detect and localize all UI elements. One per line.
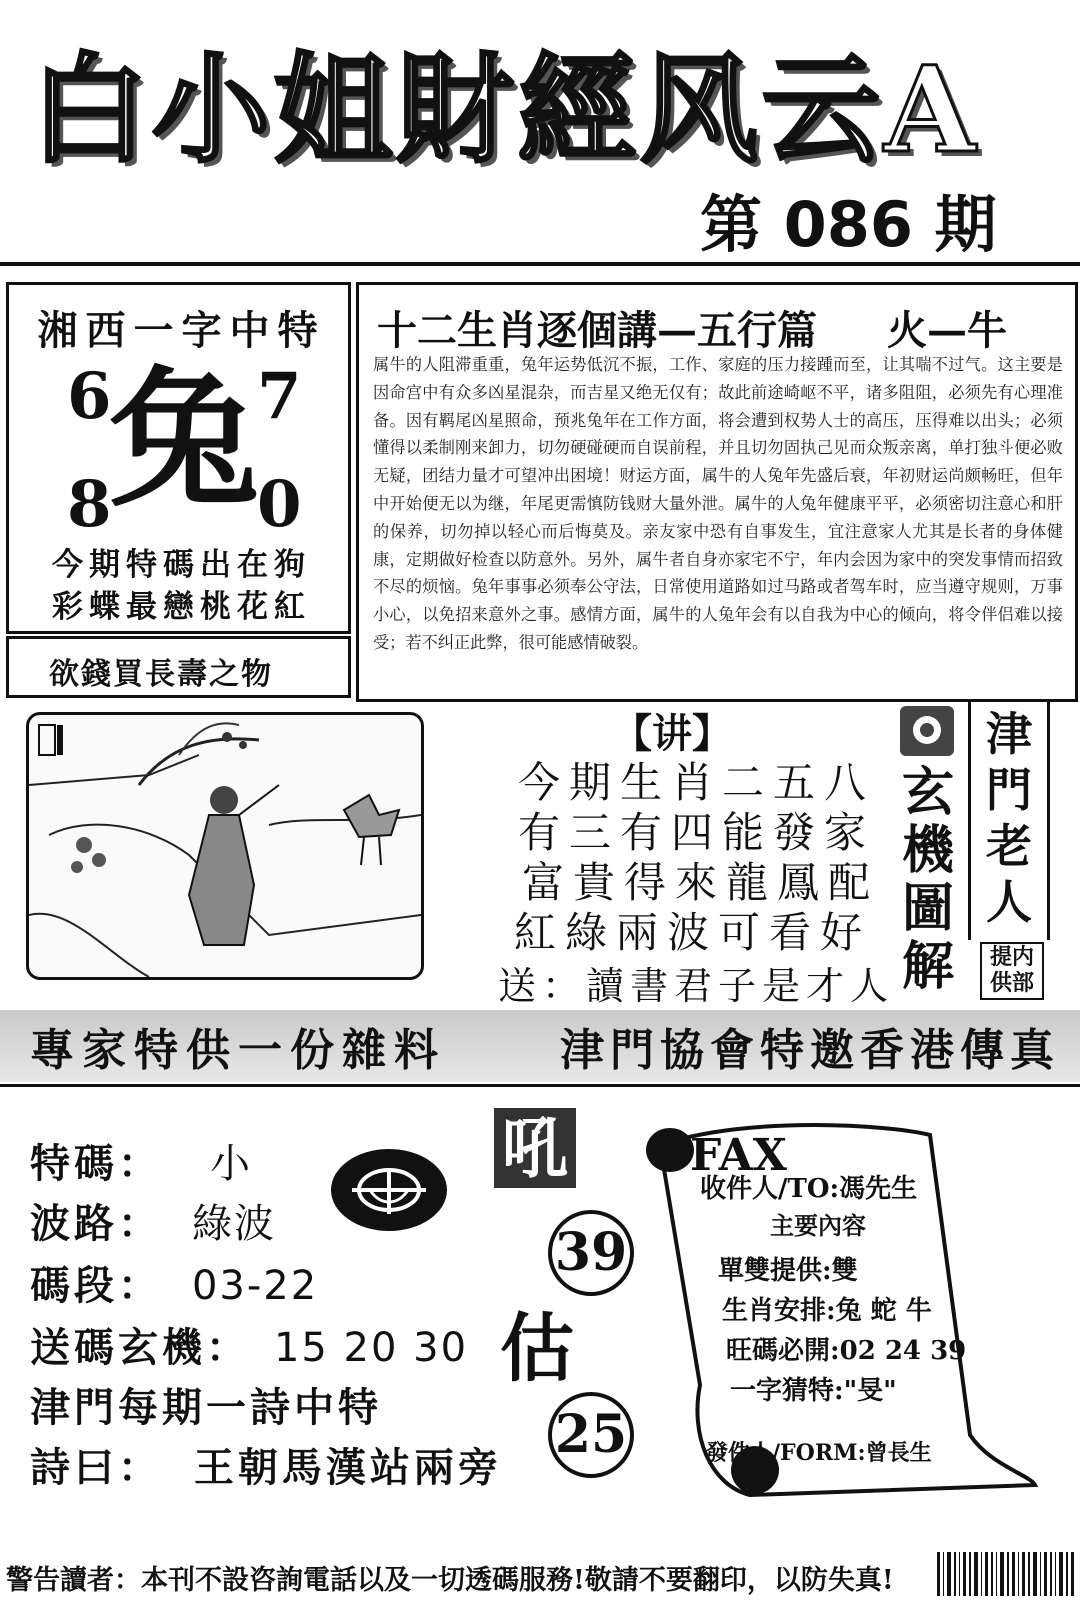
- digit-bottom-right: 0: [257, 467, 302, 542]
- fax-one-char: 一字猜特:"旻": [730, 1376, 897, 1406]
- zodiac-article: [356, 282, 1078, 702]
- digit-bottom-left: 8: [67, 467, 112, 542]
- wave-row: [30, 1192, 276, 1249]
- banner-divider: [0, 1084, 1080, 1087]
- fax-recipient: 收件人/TO:馮先生: [700, 1174, 918, 1204]
- wave-label: 波路：: [30, 1200, 162, 1247]
- gift-line: 送：讀書君子是才人: [498, 964, 895, 1008]
- number-circle-2: 25: [548, 1392, 634, 1478]
- send-row: [30, 1316, 468, 1373]
- one-char-heading: 湘西一字中特: [37, 307, 326, 354]
- fax-title: FAX: [690, 1130, 787, 1181]
- poem-announcement: 津門每期一詩中特: [30, 1384, 382, 1431]
- article-tag: 火—牛: [887, 307, 1007, 354]
- insider-stamp: 提内供部: [980, 942, 1044, 1000]
- guess-char: 估: [500, 1306, 574, 1392]
- article-title: 十二生肖逐個講—五行篇: [377, 307, 817, 354]
- special-code-label: 特碼：: [30, 1140, 162, 1187]
- hint-line-1: 今期特碼出在狗: [52, 547, 311, 583]
- tianjin-char-4: 人: [986, 875, 1032, 929]
- article-body: 属牛的人阻滞重重，兔年运势低沉不振，工作、家庭的压力接踵而至，让其喘不过气。这主要是因命宫中有众多凶星混杂，而吉星又绝无仅有；故此前途崎岖不平，诸多阻阻，必须先有心理准备。因有羁尾凶星照命，预兆兔年在工作方面，将会遭到权势人士的高压，压得难以出头；必须懂得以柔制刚来卸力，切勿硬碰硬而自误前程，并且切勿固执己见而众叛亲离，单打独斗便必败无疑，团结力量才可望冲出困境！财运方面，属牛的人兔年先盛后衰，年初财运尚颇畅旺，但年中开始便无以为继，年尾更需慎防钱财大量外泄。属牛的人兔年健康平平，必须密切注意心和肝的保养，切勿掉以轻心而后悔莫及。亲友家中恐有自事发生，宜注意家人尤其是长者的身体健康，定期做好检查以防意外。另外，属牛者自身亦家宅不宁，年内会因为家中的突发事情而招致不尽的烦恼。兔年事事必须奉公守法，日常使用道路如过马路或者驾车时，应当遵守规则，万事小心，以免招来意外之事。感情方面，属牛的人兔年会有以自我为中心的倾向，将令伴侣难以接受；若不纠正此弊，很可能感情破裂。: [373, 355, 1063, 652]
- barcode-icon: [935, 1552, 1075, 1596]
- riddle-char-3: 圖: [901, 878, 954, 939]
- one-char-box: [6, 282, 351, 634]
- issue-number: 第 086 期: [700, 188, 997, 261]
- page-title: 白小姐財經风云A: [30, 40, 980, 179]
- digit-top-right: 7: [257, 359, 302, 434]
- special-code-row: [30, 1132, 252, 1189]
- poem-label: 詩曰：: [30, 1444, 162, 1491]
- tianjin-char-3: 老: [986, 819, 1032, 873]
- fax-zodiac: 生肖安排:兔 蛇 牛: [722, 1296, 932, 1326]
- fortune-bag-icon: [896, 700, 958, 760]
- riddle-char-1: 玄: [901, 762, 954, 823]
- tianjin-elder-column: [968, 700, 1050, 940]
- fax-sender: 發件人/FORM:曾長生: [706, 1440, 932, 1466]
- hint-line-2: 彩蝶最戀桃花紅: [52, 589, 311, 625]
- speak-heading: 【讲】: [612, 710, 732, 757]
- tianjin-char-1: 津: [986, 707, 1032, 761]
- poem-line-4: 紅綠兩波可看好: [514, 908, 872, 957]
- warning-notice: 警告讀者：本刊不設咨詢電話以及一切透碼服務!敬請不要翻印，以防失真!: [6, 1565, 894, 1596]
- featured-character: 兔: [109, 352, 260, 528]
- range-row: [30, 1254, 318, 1311]
- range-label: 碼段：: [30, 1262, 162, 1309]
- banner-right-text: 津門協會特邀香港傳真: [560, 1025, 1060, 1076]
- wave-value: 綠波: [191, 1201, 276, 1247]
- boy-walking-illustration: [29, 715, 421, 977]
- shout-char: 吼: [494, 1108, 576, 1188]
- number-circle-1: 39: [548, 1210, 634, 1296]
- poem-row: [30, 1436, 502, 1493]
- range-value: 03-22: [191, 1263, 319, 1309]
- tianjin-char-2: 門: [986, 763, 1032, 817]
- ornament-logo-icon: [330, 1148, 448, 1232]
- fax-odd-even: 單雙提供:雙: [718, 1256, 858, 1286]
- poem-line-1: 今期生肖二五八: [518, 758, 876, 807]
- buy-note: 欲錢買長壽之物: [49, 657, 273, 692]
- banner-left-text: 專家特供一份雜料: [30, 1025, 446, 1076]
- fax-must-open: 旺碼必開:02 24 39: [726, 1336, 967, 1366]
- fax-content-label: 主要內容: [770, 1211, 866, 1240]
- riddle-char-4: 解: [901, 936, 954, 997]
- digit-top-left: 6: [67, 359, 112, 434]
- poem-value: 王朝馬漢站兩旁: [193, 1444, 502, 1491]
- riddle-char-2: 機: [901, 820, 954, 881]
- poem-line-2: 有三有四能發家: [518, 808, 876, 857]
- illustration-scene: [26, 712, 424, 980]
- send-label: 送碼玄機：: [30, 1324, 250, 1371]
- header-divider: [0, 262, 1080, 266]
- send-value: 15 20 30: [273, 1325, 469, 1371]
- special-code-value: 小: [209, 1141, 252, 1187]
- riddle-column: [896, 700, 960, 997]
- buy-note-box: [6, 636, 351, 698]
- poem-line-3: 富貴得來龍鳳配: [522, 858, 880, 907]
